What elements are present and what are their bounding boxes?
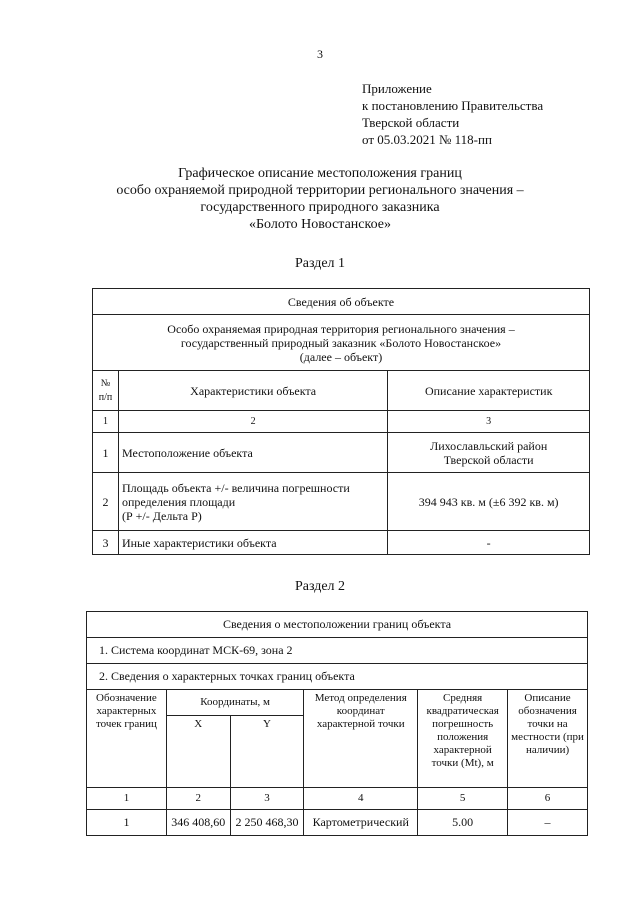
- coordinate-system: 1. Система координат МСК-69, зона 2: [87, 638, 588, 664]
- column-number: 6: [508, 788, 588, 810]
- object-info-table: [92, 288, 590, 555]
- row-characteristic: Иные характеристики объекта: [118, 531, 387, 555]
- header-characteristic: Характеристики объекта: [118, 371, 387, 411]
- description-line: Тверской области: [443, 452, 534, 467]
- object-name-line: Особо охраняемая природная территория регионального значения –: [167, 321, 515, 336]
- header-num: № п/п: [93, 371, 119, 411]
- characteristic-line: Площадь объекта +/- величина погрешности: [121, 480, 350, 495]
- section-1-heading: Раздел 1: [294, 256, 346, 271]
- table-row: [93, 473, 590, 531]
- appendix-line: к постановлению Правительства: [362, 98, 544, 113]
- title-line: государственного природного заказника: [200, 200, 440, 215]
- header-location: Описание обозначения точки на местности (при наличии): [508, 690, 588, 788]
- boundary-table: [86, 611, 588, 836]
- row-description: -: [388, 531, 590, 555]
- title-line: особо охраняемой природной территории регионального значения –: [116, 183, 524, 198]
- object-name-line: (далее – объект): [299, 349, 383, 364]
- row-characteristic: [118, 473, 387, 531]
- table-row: [87, 810, 588, 836]
- appendix-line: Тверской области: [362, 115, 460, 130]
- table-row: [93, 531, 590, 555]
- header-y: Y: [230, 716, 304, 788]
- object-name-cell: [93, 315, 590, 371]
- column-number: 2: [166, 788, 230, 810]
- column-number: 5: [418, 788, 508, 810]
- point-designation: 1: [87, 810, 167, 836]
- point-location: –: [508, 810, 588, 836]
- document-title: [60, 165, 580, 233]
- page-number: 3: [317, 47, 323, 61]
- column-number: 1: [87, 788, 167, 810]
- appendix-line: Приложение: [362, 81, 432, 96]
- row-characteristic: Местоположение объекта: [118, 433, 387, 473]
- column-number: 2: [118, 411, 387, 433]
- table-row: [93, 433, 590, 473]
- column-number: 4: [304, 788, 418, 810]
- point-method: Картометрический: [304, 810, 418, 836]
- row-num: 3: [93, 531, 119, 555]
- point-error: 5.00: [418, 810, 508, 836]
- point-y: 2 250 468,30: [230, 810, 304, 836]
- header-method: Метод определения координат характерной точки: [304, 690, 418, 788]
- characteristic-line: определения площади: [121, 494, 236, 509]
- header-error: Средняя квадратическая погрешность положения характерной точки (Mt), м: [418, 690, 508, 788]
- appendix-block: [362, 80, 543, 148]
- table-title: Сведения о местоположении границ объекта: [87, 612, 588, 638]
- title-line: Графическое описание местоположения границ: [178, 166, 462, 181]
- header-coordinates: Координаты, м: [166, 690, 303, 716]
- section-2-heading: Раздел 2: [294, 579, 346, 594]
- point-x: 346 408,60: [166, 810, 230, 836]
- header-description: Описание характеристик: [388, 371, 590, 411]
- header-x: X: [166, 716, 230, 788]
- row-num: 2: [93, 473, 119, 531]
- header-designation: Обозначение характерных точек границ: [87, 690, 167, 788]
- table-title: Сведения об объекте: [93, 289, 590, 315]
- column-number: 1: [93, 411, 119, 433]
- characteristic-line: (Р +/- Дельта Р): [121, 508, 202, 523]
- points-title: 2. Сведения о характерных точках границ объекта: [87, 664, 588, 690]
- row-num: 1: [93, 433, 119, 473]
- appendix-line: от 05.03.2021 № 118-пп: [362, 132, 492, 147]
- column-number: 3: [388, 411, 590, 433]
- column-number: 3: [230, 788, 304, 810]
- row-description: [388, 433, 590, 473]
- title-line: «Болото Новостанское»: [249, 217, 391, 232]
- object-name-line: государственный природный заказник «Болото Новостанское»: [180, 335, 502, 350]
- row-description: 394 943 кв. м (±6 392 кв. м): [388, 473, 590, 531]
- description-line: Лихославльский район: [430, 438, 548, 453]
